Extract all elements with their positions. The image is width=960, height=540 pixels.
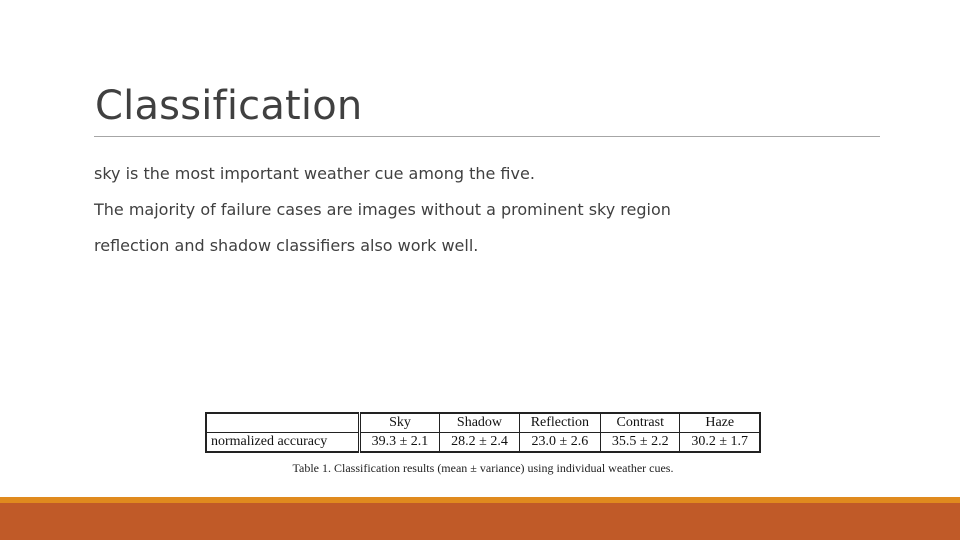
table-header-cell: Reflection <box>519 413 600 433</box>
bullet-item: The majority of failure cases are images without a prominent sky region <box>94 200 671 219</box>
table-header-cell <box>206 413 359 433</box>
table-cell: 39.3 ± 2.1 <box>359 433 440 453</box>
bullet-item: sky is the most important weather cue among the five. <box>94 164 535 183</box>
table-header-cell: Shadow <box>440 413 519 433</box>
table-header-cell: Contrast <box>601 413 680 433</box>
table-figure <box>205 412 761 476</box>
table-header-cell: Sky <box>359 413 440 433</box>
table-cell: 35.5 ± 2.2 <box>601 433 680 453</box>
table-row-label: normalized accuracy <box>206 433 359 453</box>
table-cell: 30.2 ± 1.7 <box>680 433 760 453</box>
table-caption: Table 1. Classification results (mean ± variance) using individual weather cues. <box>292 461 674 475</box>
results-table <box>205 412 761 453</box>
bullet-item: reflection and shadow classifiers also work well. <box>94 236 479 255</box>
bottom-accent-bar <box>0 503 960 540</box>
table-header-row <box>206 413 760 433</box>
table-row <box>206 433 760 453</box>
table-header-cell: Haze <box>680 413 760 433</box>
title-divider <box>94 136 880 137</box>
slide-title: Classification <box>95 83 363 129</box>
table-cell: 28.2 ± 2.4 <box>440 433 519 453</box>
table-cell: 23.0 ± 2.6 <box>519 433 600 453</box>
bullet-list <box>94 163 671 271</box>
